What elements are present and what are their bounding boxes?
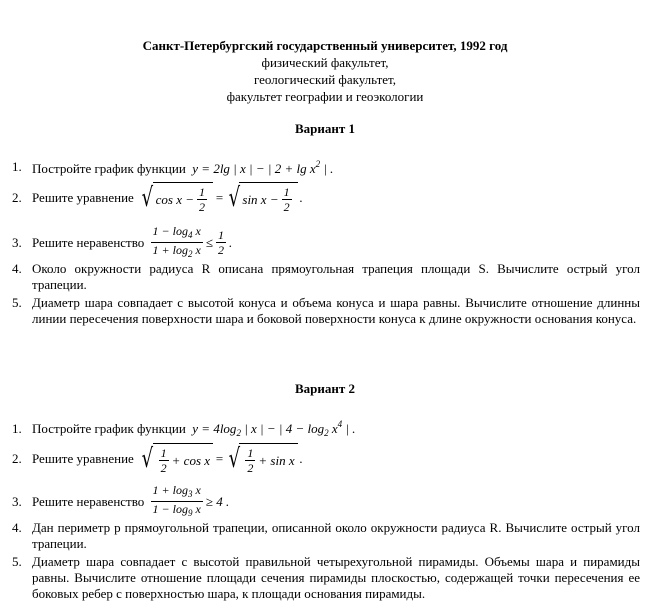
task-number: 3. [12, 493, 22, 509]
university-title: Санкт-Петербургский государственный университет, 1992 год [142, 38, 508, 53]
task-text: Диаметр шара совпадает с высотой конуса и объема конуса и шара равны. Вычислите отношение длинны линии пересечения поверхности шара и боковой поверхности конуса к длине окружности основания конуса. [32, 295, 640, 326]
variant-1-task-1 [12, 156, 640, 177]
task-text: Диаметр шара совпадает с высотой правильной четырехугольной пирамиды. Объемы шара и пирамиды равны. Вычислите отношение площади сечения пирамиды плоскостью, содержащей точки пересечения ее боковых ребер с поверхностью шара, к площади основания пирамиды. [32, 554, 640, 601]
task-text: Постройте график функции [32, 161, 186, 176]
task-text: Постройте график функции [32, 421, 186, 436]
task-number: 1. [12, 420, 22, 436]
task-text: Решите уравнение [32, 451, 134, 466]
task-text: Около окружности радиуса R описана прямоугольная трапеция площади S. Вычислите острый угол трапеции. [32, 261, 640, 292]
task-text: Решите неравенство [32, 234, 145, 250]
task-text: Решите уравнение [32, 190, 134, 205]
task-number: 4. [12, 261, 22, 276]
formula: $\frac{1 - \log_4 x}{1 + \log_2 x}$ ≤ $\frac{1}{2}$ . [152, 224, 233, 259]
task-number: 4. [12, 520, 22, 535]
task-number: 2. [12, 451, 22, 466]
variant-1-title: Вариант 1 [294, 121, 356, 136]
formula: $\frac{1 + \log_3 x}{1 - \log_9 x}$ ≥ 4 . [152, 483, 230, 518]
faculty-line-1: физический факультет, [261, 55, 389, 70]
formula: $y = 4\log_2$ | x | − | $4 - \log_2 x^4$ | . [192, 419, 356, 438]
task-number: 5. [12, 554, 22, 569]
task-number: 3. [12, 234, 22, 250]
variant-2-task-2 [12, 443, 640, 475]
faculty-line-2: геологический факультет, [254, 72, 396, 87]
variant-1-task-5 [12, 295, 640, 327]
document-header [0, 37, 650, 105]
task-number: 5. [12, 295, 22, 310]
formula: √ $\frac{1}{2}$ + cos x = √ $\frac{1}{2}$ + sin x . [141, 444, 303, 475]
faculty-line-3: факультет географии и геоэкологии [226, 89, 424, 104]
variant-2-task-5 [12, 554, 640, 602]
task-text: Решите неравенство [32, 493, 145, 509]
formula: √ cos x − $\frac{1}{2}$ = √ sin x − $\frac{1}{2}$ . [141, 183, 303, 214]
variant-1-task-3 [12, 224, 640, 261]
formula: y = 2lg | x | − | $2 + \lg x^2$ | . [192, 159, 334, 176]
variant-2-task-1 [12, 416, 640, 441]
task-number: 1. [12, 158, 22, 174]
variant-2-task-4 [12, 520, 640, 552]
variant-2-task-3 [12, 483, 640, 520]
task-number: 2. [12, 190, 22, 205]
variant-2-title: Вариант 2 [294, 381, 356, 396]
variant-1-task-2 [12, 182, 640, 214]
task-text: Дан периметр p прямоугольной трапеции, описанной около окружности радиуса R. Вычислите острый угол трапеции. [32, 520, 640, 551]
variant-1-task-4 [12, 261, 640, 293]
